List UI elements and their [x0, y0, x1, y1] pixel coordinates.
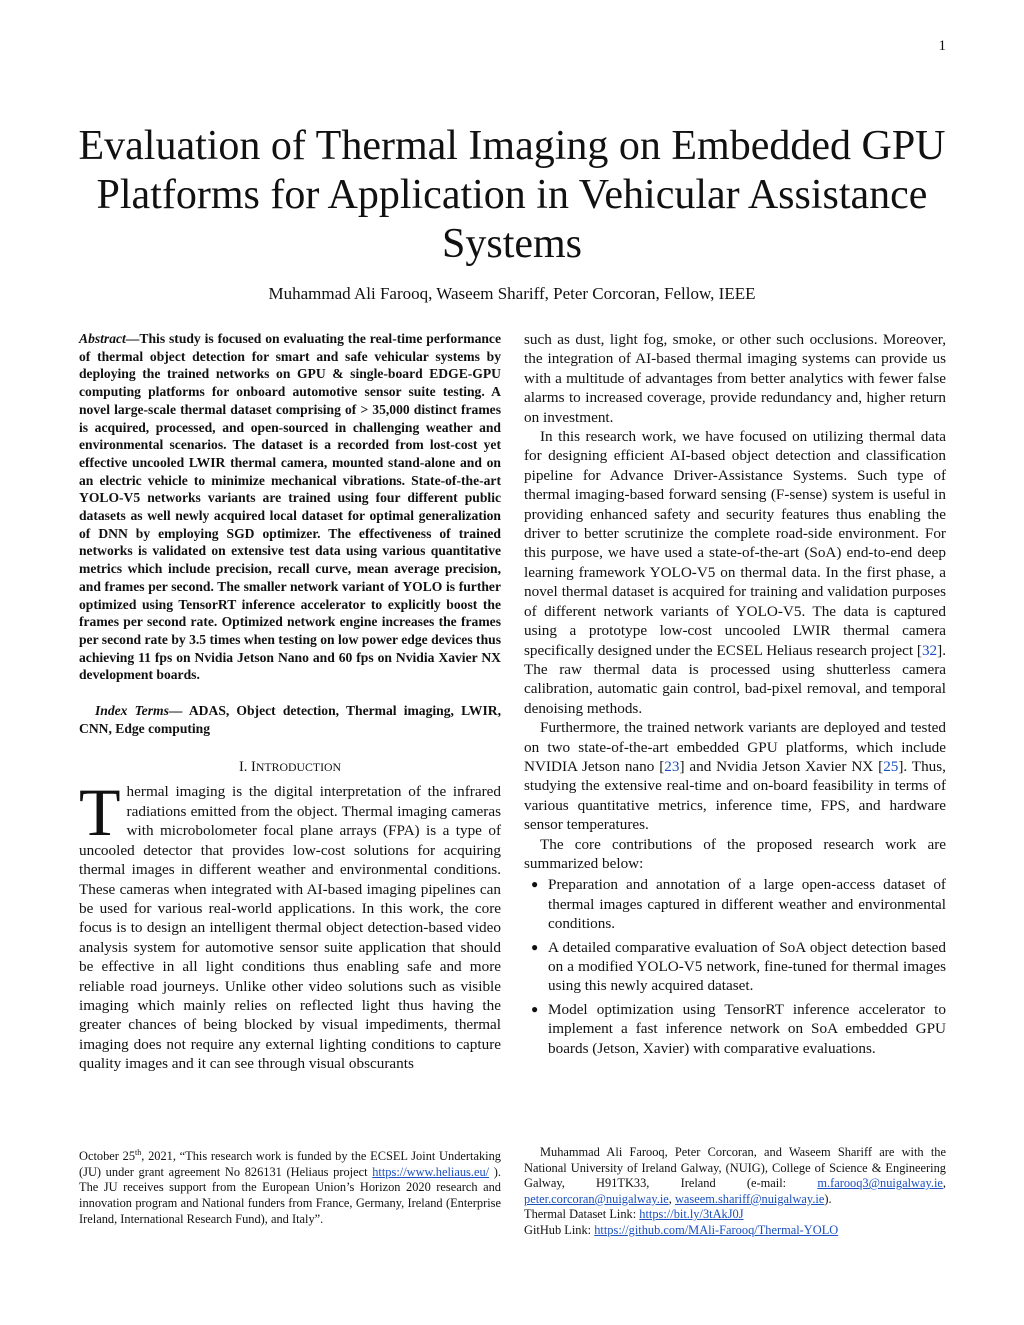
section-heading-rest: NTRODUCTION: [255, 760, 342, 775]
bullet-icon: ●: [531, 1001, 539, 1016]
citation-link[interactable]: 25: [883, 757, 899, 775]
separator: ,: [668, 1191, 675, 1206]
abstract: [79, 330, 501, 684]
paragraph-research-work: [524, 427, 946, 718]
right-column: [524, 330, 946, 1062]
github-link[interactable]: https://github.com/MAli-Farooq/Thermal-YOLO: [594, 1222, 839, 1237]
paragraph-text: In this research work, we have focused on utilizing thermal data for designing efficient AI-based object detection and classification pipeline for Advance Driver-Assistance Systems. Such type of thermal imaging-based forward sensing (F-sense) system is useful in providing enhanced safety and security features thus enabling the driver to better scrutinize the complete road-side environment. For this purpose, we have used a state-of-the-art (SoA) end-to-end deep learning framework YOLO-V5 on thermal data. In the first phase, a novel thermal dataset is acquired for training and validation purposes of different network variants of YOLO-V5. The data is captured using a prototype low-cost uncooled LWIR thermal camera specifically designed under the ECSEL Heliaus research project [: [524, 428, 946, 659]
paragraph-text: Furthermore, the trained network variants are deployed and tested on two state-of-the-art embedded GPU platforms, which include NVIDIA Jetson nano [: [524, 719, 946, 775]
list-item: [524, 1000, 946, 1058]
bullet-icon: ●: [531, 877, 539, 892]
email-link[interactable]: peter.corcoran@nuigalway.ie: [524, 1191, 669, 1206]
paragraph-deployment: [524, 718, 946, 834]
dataset-link-line: [524, 1207, 946, 1223]
affiliation-footnote: [524, 1145, 946, 1239]
list-item: [524, 875, 946, 933]
github-link-line: [524, 1223, 946, 1239]
paragraph-text: ]. Thus, studying the extensive real-time and on-board feasibility in terms of various quantitative metrics, inference time, FPS, and hardware sensor temperatures.: [524, 757, 946, 834]
index-terms: [79, 702, 501, 737]
funding-footnote: [79, 1145, 501, 1227]
email-link[interactable]: m.farooq3@nuigalway.ie: [817, 1176, 943, 1191]
index-terms-label: Index Terms—: [95, 703, 183, 719]
page-number: 1: [938, 38, 946, 54]
paper-title: Evaluation of Thermal Imaging on Embedded GPU Platforms for Application in Vehicular Assistance Systems: [78, 123, 946, 267]
paragraph-contributions-intro: The core contributions of the proposed research work are summarized below:: [524, 835, 946, 872]
heliaus-link[interactable]: https://www.heliaus.eu/: [372, 1164, 490, 1179]
paragraph-occlusions: such as dust, light fog, smoke, or other such occlusions. Moreover, the integration of AI-based thermal imaging systems can provide us with a multitude of advantages from better analytics with fewer false alarms to increased coverage, provide redundancy and, higher return on investment.: [524, 331, 946, 426]
citation-link[interactable]: 32: [921, 641, 938, 659]
citation-link[interactable]: 23: [664, 757, 680, 775]
introduction-paragraph: Thermal imaging is the digital interpretation of the infrared radiations emitted from the object. Thermal imaging cameras with microbolometer focal plane arrays (FPA) is a type of uncooled detector that provides low-cost solutions for acquiring thermal images in different weather and environmental conditions. These cameras when integrated with AI-based imaging pipelines can be used for various real-world applications. In this work, the core focus is to design an intelligent thermal object detection-based video analysis system for automotive sensor suite application that should be effective in all light conditions thus enabling safe and more reliable road journeys. Unlike other video solutions such as visible imaging which mainly relies on reflected light thus having the greater chances of being blocked by visual impediments, thermal imaging does not require any external lighting conditions to capture quality images and it can see through visual obscurants: [79, 774, 501, 1073]
affiliation-text-part: Muhammad Ali Farooq, Peter Corcoran, and Waseem Shariff are with the National University of Ireland Galway, (NUIG), College of Science & Engineering Galway, H91TK33, Ireland (e-mail:: [524, 1145, 946, 1191]
left-column: [79, 330, 501, 1074]
separator: ,: [942, 1176, 946, 1191]
paragraph-text: ]. The raw thermal data is processed using shutterless camera calibration, automatic gain control, bad-pixel removal, and temporal denoising methods.: [524, 641, 946, 717]
list-item-text: Preparation and annotation of a large open-access dataset of thermal images captured in different weather and environmental conditions.: [548, 876, 946, 933]
github-link-label: GitHub Link:: [524, 1222, 595, 1237]
list-item: [524, 938, 946, 996]
abstract-label: Abstract—: [79, 331, 140, 346]
footnote-date-superscript: th: [135, 1148, 142, 1157]
footnote-text-part: ). The JU receives support from the European Union’s Horizon 2020 research and innovation program and National funders from France, Germany, Ireland (Enterprise Ireland, International Research Fund), and Italy”.: [79, 1164, 502, 1226]
footnote-text-part: , 2021, “This research work is funded by the ECSEL Joint Undertaking (JU) under grant agreement No 826131 (Heliaus project: [79, 1149, 501, 1179]
contributions-list: [524, 875, 946, 1058]
email-link[interactable]: waseem.shariff@nuigalway.ie: [674, 1191, 825, 1206]
section-heading-numeral: I. I: [238, 759, 256, 776]
dataset-link-label: Thermal Dataset Link:: [524, 1207, 640, 1222]
section-heading-introduction: [79, 759, 501, 776]
author-list: Muhammad Ali Farooq, Waseem Shariff, Peter Corcoran, Fellow, IEEE: [268, 284, 756, 303]
index-terms-text: ADAS, Object detection, Thermal imaging, LWIR, CNN, Edge computing: [79, 703, 501, 736]
list-item-text: Model optimization using TensorRT inference accelerator to implement a fast inference network on SoA embedded GPU boards (Jetson, Xavier) with comparative evaluations.: [548, 1000, 946, 1057]
list-item-text: A detailed comparative evaluation of SoA object detection based on a modified YOLO-V5 network, fine-tuned for thermal images using this newly acquired dataset.: [548, 938, 946, 995]
paragraph-text: ] and Nvidia Jetson Xavier NX [: [679, 757, 884, 775]
dataset-link[interactable]: https://bit.ly/3tAkJ0J: [639, 1207, 744, 1222]
footnote-text: [79, 1145, 501, 1227]
affiliation-text-part: ).: [824, 1191, 832, 1206]
affiliation-text: [524, 1145, 946, 1207]
bullet-icon: ●: [531, 939, 539, 954]
abstract-text: This study is focused on evaluating the real-time performance of thermal object detection for smart and safe vehicular systems by deploying the trained networks on GPU & single-board EDGE-GPU computing platforms for onboard automotive sensor suite testing. A novel large-scale thermal dataset comprising of > 35,000 distinct frames is acquired, processed, and open-sourced in challenging weather and environmental scenarios. The dataset is a recorded from lost-cost yet effective uncooled LWIR thermal camera, mounted stand-alone and on an electric vehicle to minimize mechanical vibrations. State-of-the-art YOLO-V5 networks variants are trained using four different public datasets as well newly acquired local dataset for optimal generalization of DNN by employing SGD optimizer. The effectiveness of trained networks is validated on extensive test data using various quantitative metrics which include precision, recall curve, mean average precision, and frames per second. The smaller network variant of YOLO is further optimized using TensorRT inference accelerator to explicitly boost the frames per second rate. Optimized network engine increases the frames per second rate by 3.5 times when testing on low power edge devices thus achieving 11 fps on Nvidia Jetson Nano and 60 fps on Nvidia Xavier NX development boards.: [79, 331, 501, 683]
footnote-date: October 25: [79, 1149, 136, 1164]
